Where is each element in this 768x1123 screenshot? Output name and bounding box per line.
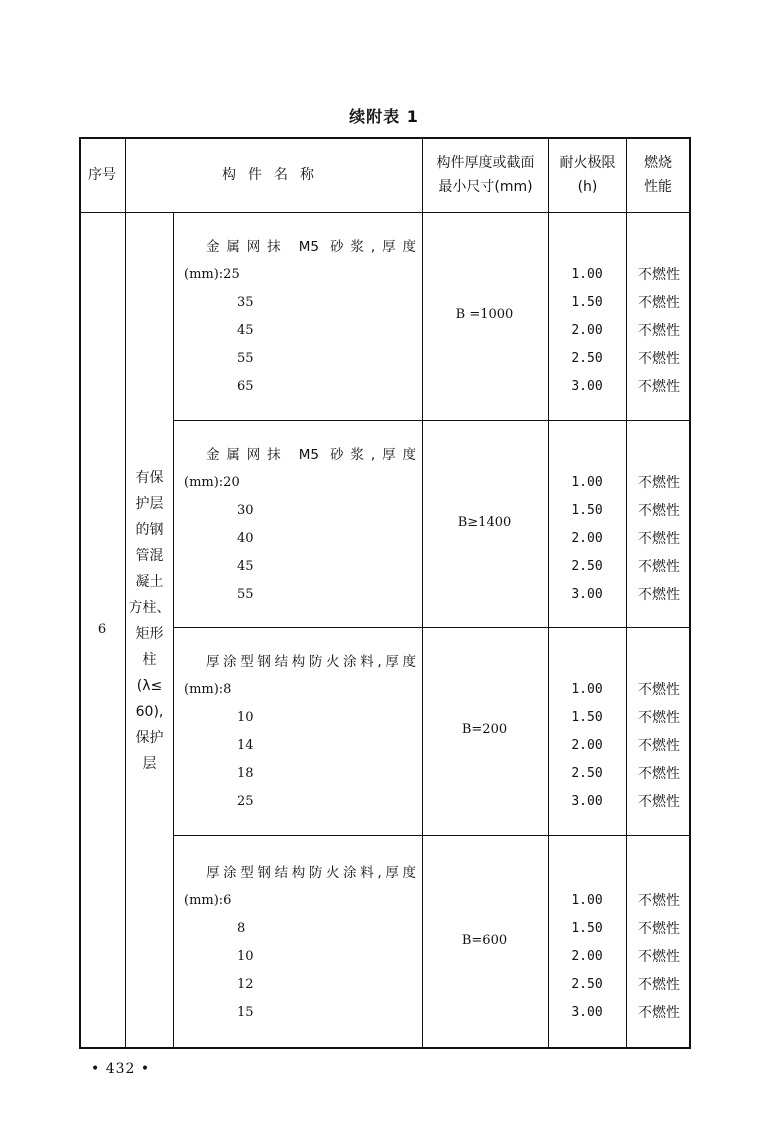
combustion-value: 不燃性: [638, 893, 680, 909]
combustion-value: 不燃性: [638, 351, 680, 367]
combustion-value: 不燃性: [638, 475, 680, 491]
thickness-value: 25: [237, 794, 254, 809]
description-head: 厚涂型钢结构防火涂料,厚度: [206, 865, 416, 881]
category-line: 护层: [135, 496, 164, 512]
description-head: 厚涂型钢结构防火涂料,厚度: [206, 654, 416, 670]
thickness-value: 45: [237, 323, 254, 338]
combustion-value: 不燃性: [638, 587, 680, 603]
fire-resistance-table: [79, 137, 691, 1049]
hours-value: 3.00: [571, 1005, 603, 1020]
category-line: 保护: [135, 730, 164, 746]
page-number: • 432 •: [91, 1061, 151, 1077]
hours-value: 3.00: [571, 379, 603, 394]
group-3-hours: [549, 676, 625, 816]
hours-value: 2.00: [571, 531, 603, 546]
group-2-hours: [549, 469, 625, 609]
description-head: 金属网抹 M5 砂浆,厚度: [206, 239, 416, 255]
thickness-value: (mm):6: [184, 893, 232, 908]
table-title: 续附表 1: [349, 107, 419, 126]
combustion-value: 不燃性: [638, 977, 680, 993]
hours-value: 2.50: [571, 977, 603, 992]
group-2-size: B≥1400: [457, 515, 512, 530]
thickness-value: 30: [237, 503, 254, 518]
combustion-value: 不燃性: [638, 766, 680, 782]
category-line: 柱: [142, 652, 157, 668]
group-3-size: B=200: [461, 722, 508, 737]
category-line: 凝土: [135, 574, 164, 590]
category-line: 方柱、: [128, 600, 171, 616]
combustion-value: 不燃性: [638, 682, 680, 698]
group-4-combustion: [627, 887, 691, 1027]
seq-number: 6: [97, 622, 107, 637]
header-limit-line1: 耐火极限: [559, 154, 616, 171]
header-size-line1: 构件厚度或截面: [436, 154, 535, 171]
category-line: 层: [142, 756, 157, 772]
thickness-value: 45: [237, 559, 254, 574]
hours-value: 1.00: [571, 267, 603, 282]
header-seq: 序号: [88, 166, 116, 183]
thickness-value: 15: [237, 1005, 254, 1020]
category-line: 管混: [135, 548, 164, 564]
group-4-hours: [549, 887, 625, 1027]
thickness-value: 55: [237, 351, 254, 366]
header-comb-line1: 燃烧: [644, 154, 672, 171]
group-1-combustion: [627, 261, 691, 401]
thickness-value: 18: [237, 766, 254, 781]
category-line: (λ≤: [136, 678, 163, 694]
category-line: 60),: [135, 704, 164, 720]
hours-value: 1.00: [571, 893, 603, 908]
header-limit: [549, 137, 626, 212]
header-combustion: [627, 137, 689, 212]
group-2-description: [184, 441, 416, 609]
category-line: 矩形: [135, 626, 164, 642]
combustion-value: 不燃性: [638, 921, 680, 937]
thickness-value: (mm):25: [184, 267, 240, 282]
hours-value: 1.50: [571, 710, 603, 725]
hours-value: 1.50: [571, 503, 603, 518]
header-comb-line2: 性能: [644, 178, 672, 195]
group-1-description: [184, 233, 416, 401]
category-line: 的钢: [135, 522, 164, 538]
header-size: [423, 137, 548, 212]
hours-value: 2.00: [571, 949, 603, 964]
combustion-value: 不燃性: [638, 295, 680, 311]
header-name: 构件名称: [222, 166, 326, 183]
thickness-value: 10: [237, 710, 254, 725]
thickness-value: (mm):20: [184, 475, 240, 490]
combustion-value: 不燃性: [638, 794, 680, 810]
combustion-value: 不燃性: [638, 949, 680, 965]
combustion-value: 不燃性: [638, 379, 680, 395]
combustion-value: 不燃性: [638, 267, 680, 283]
hours-value: 2.50: [571, 351, 603, 366]
header-size-line2: 最小尺寸(mm): [438, 178, 533, 195]
combustion-value: 不燃性: [638, 1005, 680, 1021]
thickness-value: 55: [237, 587, 254, 602]
thickness-value: 10: [237, 949, 254, 964]
combustion-value: 不燃性: [638, 531, 680, 547]
group-4-description: [184, 859, 416, 1027]
group-2-combustion: [627, 469, 691, 609]
combustion-value: 不燃性: [638, 323, 680, 339]
combustion-value: 不燃性: [638, 710, 680, 726]
hours-value: 2.00: [571, 738, 603, 753]
combustion-value: 不燃性: [638, 503, 680, 519]
group-3-combustion: [627, 676, 691, 816]
description-head: 金属网抹 M5 砂浆,厚度: [206, 447, 416, 463]
group-1-size: B =1000: [455, 307, 514, 322]
category-line: 有保: [135, 470, 164, 486]
thickness-value: 14: [237, 738, 254, 753]
thickness-value: 65: [237, 379, 254, 394]
thickness-value: 8: [237, 921, 246, 936]
thickness-value: (mm):8: [184, 682, 232, 697]
thickness-value: 35: [237, 295, 254, 310]
hours-value: 2.50: [571, 559, 603, 574]
thickness-value: 40: [237, 531, 254, 546]
hours-value: 1.00: [571, 475, 603, 490]
combustion-value: 不燃性: [638, 738, 680, 754]
hours-value: 1.50: [571, 921, 603, 936]
group-1-hours: [549, 261, 625, 401]
hours-value: 3.00: [571, 794, 603, 809]
hours-value: 2.50: [571, 766, 603, 781]
hours-value: 2.00: [571, 323, 603, 338]
category-label: [126, 465, 173, 777]
hours-value: 1.50: [571, 295, 603, 310]
thickness-value: 12: [237, 977, 254, 992]
group-4-size: B=600: [461, 933, 508, 948]
hours-value: 3.00: [571, 587, 603, 602]
group-3-description: [184, 648, 416, 816]
hours-value: 1.00: [571, 682, 603, 697]
combustion-value: 不燃性: [638, 559, 680, 575]
header-limit-line2: (h): [577, 178, 598, 195]
